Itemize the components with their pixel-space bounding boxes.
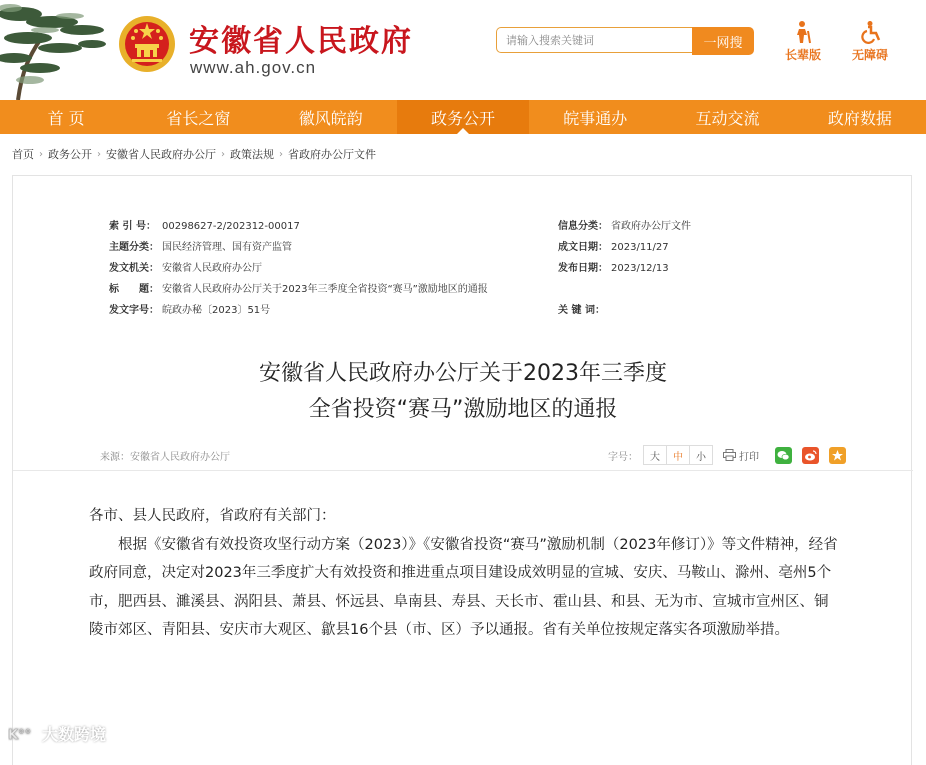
elder-mode-button[interactable] bbox=[785, 20, 821, 63]
chevron-right-icon: › bbox=[97, 148, 101, 160]
breadcrumb-item[interactable]: 安徽省人民政府办公厅 bbox=[106, 148, 216, 161]
chevron-right-icon: › bbox=[279, 148, 283, 160]
meta-key: 信息分类： bbox=[558, 221, 608, 232]
meta-key: 关 键 词： bbox=[558, 305, 605, 316]
nav-item-culture[interactable]: 徽风皖韵 bbox=[298, 108, 363, 128]
meta-value: 2023/12/13 bbox=[611, 263, 669, 274]
accessibility-icon bbox=[858, 20, 882, 44]
meta-row-title bbox=[109, 280, 488, 295]
main-nav bbox=[0, 100, 926, 134]
watermark-text: 大数跨境 bbox=[42, 725, 107, 744]
elder-mode-label: 长辈版 bbox=[785, 48, 822, 62]
meta-row-issuer bbox=[109, 259, 262, 274]
weibo-icon[interactable] bbox=[802, 447, 819, 464]
chevron-right-icon: › bbox=[39, 148, 43, 160]
share-bar bbox=[765, 444, 846, 466]
nav-item-services[interactable]: 皖事通办 bbox=[563, 108, 628, 128]
meta-value: 2023/11/27 bbox=[611, 242, 669, 253]
meta-key: 发文机关： bbox=[109, 263, 159, 274]
breadcrumb-item[interactable]: 首页 bbox=[12, 148, 34, 161]
nav-item-government-affairs[interactable]: 政务公开 bbox=[397, 100, 529, 134]
meta-row-index bbox=[109, 217, 300, 232]
meta-key: 索 引 号： bbox=[109, 221, 156, 232]
accessibility-label: 无障碍 bbox=[852, 48, 889, 62]
document-title bbox=[13, 356, 913, 428]
wechat-icon[interactable] bbox=[775, 447, 792, 464]
nav-item-government-data[interactable]: 政府数据 bbox=[827, 108, 892, 128]
favorite-icon[interactable] bbox=[829, 447, 846, 464]
document-title-line: 全省投资“赛马”激励地区的通报 bbox=[308, 397, 618, 422]
meta-value: 国民经济管理、国有资产监管 bbox=[162, 242, 292, 253]
pine-tree-icon bbox=[0, 0, 110, 100]
breadcrumb-item[interactable]: 政策法规 bbox=[230, 148, 274, 161]
print-label: 打印 bbox=[739, 451, 759, 463]
print-button[interactable] bbox=[723, 444, 759, 466]
article-body bbox=[89, 502, 839, 645]
watermark bbox=[8, 722, 106, 745]
font-size-medium-button[interactable]: 中 bbox=[666, 445, 690, 465]
document-title-line: 安徽省人民政府办公厅关于2023年三季度 bbox=[259, 361, 667, 386]
search-button[interactable]: 一网搜 bbox=[692, 27, 754, 55]
accessibility-button[interactable] bbox=[852, 20, 888, 63]
elder-icon bbox=[791, 20, 815, 44]
meta-value: 安徽省人民政府办公厅 bbox=[162, 263, 262, 274]
article-info-bar bbox=[100, 444, 840, 466]
font-size-label: 字号： bbox=[608, 451, 638, 463]
meta-value: 00298627-2/202312-00017 bbox=[162, 221, 300, 232]
meta-key: 成文日期： bbox=[558, 242, 608, 253]
meta-row-doc-number bbox=[109, 301, 270, 316]
meta-key: 发文字号： bbox=[109, 305, 159, 316]
breadcrumb-item[interactable]: 政务公开 bbox=[48, 148, 92, 161]
meta-key: 主题分类： bbox=[109, 242, 159, 253]
breadcrumb bbox=[12, 146, 376, 162]
source-label: 来源：安徽省人民政府办公厅 bbox=[100, 452, 230, 463]
divider bbox=[13, 470, 913, 471]
site-title[interactable]: 安徽省人民政府 bbox=[189, 24, 413, 59]
meta-row-topic bbox=[109, 238, 292, 253]
meta-value: 皖政办秘〔2023〕51号 bbox=[162, 305, 271, 316]
nav-item-home[interactable]: 首 页 bbox=[47, 108, 85, 128]
nav-item-interaction[interactable]: 互动交流 bbox=[695, 108, 760, 128]
search-bar bbox=[496, 27, 754, 55]
watermark-logo-icon bbox=[8, 724, 42, 744]
meta-key: 标 题： bbox=[109, 284, 159, 295]
body-paragraph: 根据《安徽省有效投资攻坚行动方案（2023）》《安徽省投资“赛马”激励机制（2023年修订）》等文件精神，经省政府同意，决定对2023年三季度扩大有效投资和推进重点项目建设成效明显的宣城、安庆、马鞍山、滁州、亳州5个市，肥西县、濉溪县、涡阳县、萧县、怀远县、阜南县、寿县、天长市、霍山县、和县、无为市、宣城市宣州区、铜陵市郊区、青阳县、安庆市大观区、歙县16个县（市、区）予以通报。省有关单位按规定落实各项激励举措。 bbox=[89, 536, 838, 638]
search-input[interactable] bbox=[496, 27, 692, 53]
font-size-small-button[interactable]: 小 bbox=[689, 445, 713, 465]
meta-value: 省政府办公厅文件 bbox=[611, 221, 691, 232]
site-header bbox=[0, 0, 926, 100]
breadcrumb-item[interactable]: 省政府办公厅文件 bbox=[288, 148, 376, 161]
meta-row-category bbox=[558, 217, 691, 232]
meta-value: 安徽省人民政府办公厅关于2023年三季度全省投资“赛马”激励地区的通报 bbox=[162, 284, 488, 295]
meta-row-keywords bbox=[558, 301, 611, 316]
site-url[interactable]: www.ah.gov.cn bbox=[190, 58, 317, 77]
meta-key: 发布日期： bbox=[558, 263, 608, 274]
meta-row-written-date bbox=[558, 238, 669, 253]
national-emblem-icon bbox=[117, 14, 177, 74]
svg-text:K°°: K°° bbox=[8, 727, 32, 743]
nav-item-governor[interactable]: 省长之窗 bbox=[166, 108, 231, 128]
chevron-right-icon: › bbox=[221, 148, 225, 160]
printer-icon bbox=[723, 449, 736, 461]
salutation: 各市、县人民政府，省政府有关部门： bbox=[89, 508, 336, 524]
meta-row-publish-date bbox=[558, 259, 669, 274]
article-container bbox=[12, 175, 912, 765]
font-size-control bbox=[608, 444, 713, 466]
font-size-large-button[interactable]: 大 bbox=[643, 445, 667, 465]
